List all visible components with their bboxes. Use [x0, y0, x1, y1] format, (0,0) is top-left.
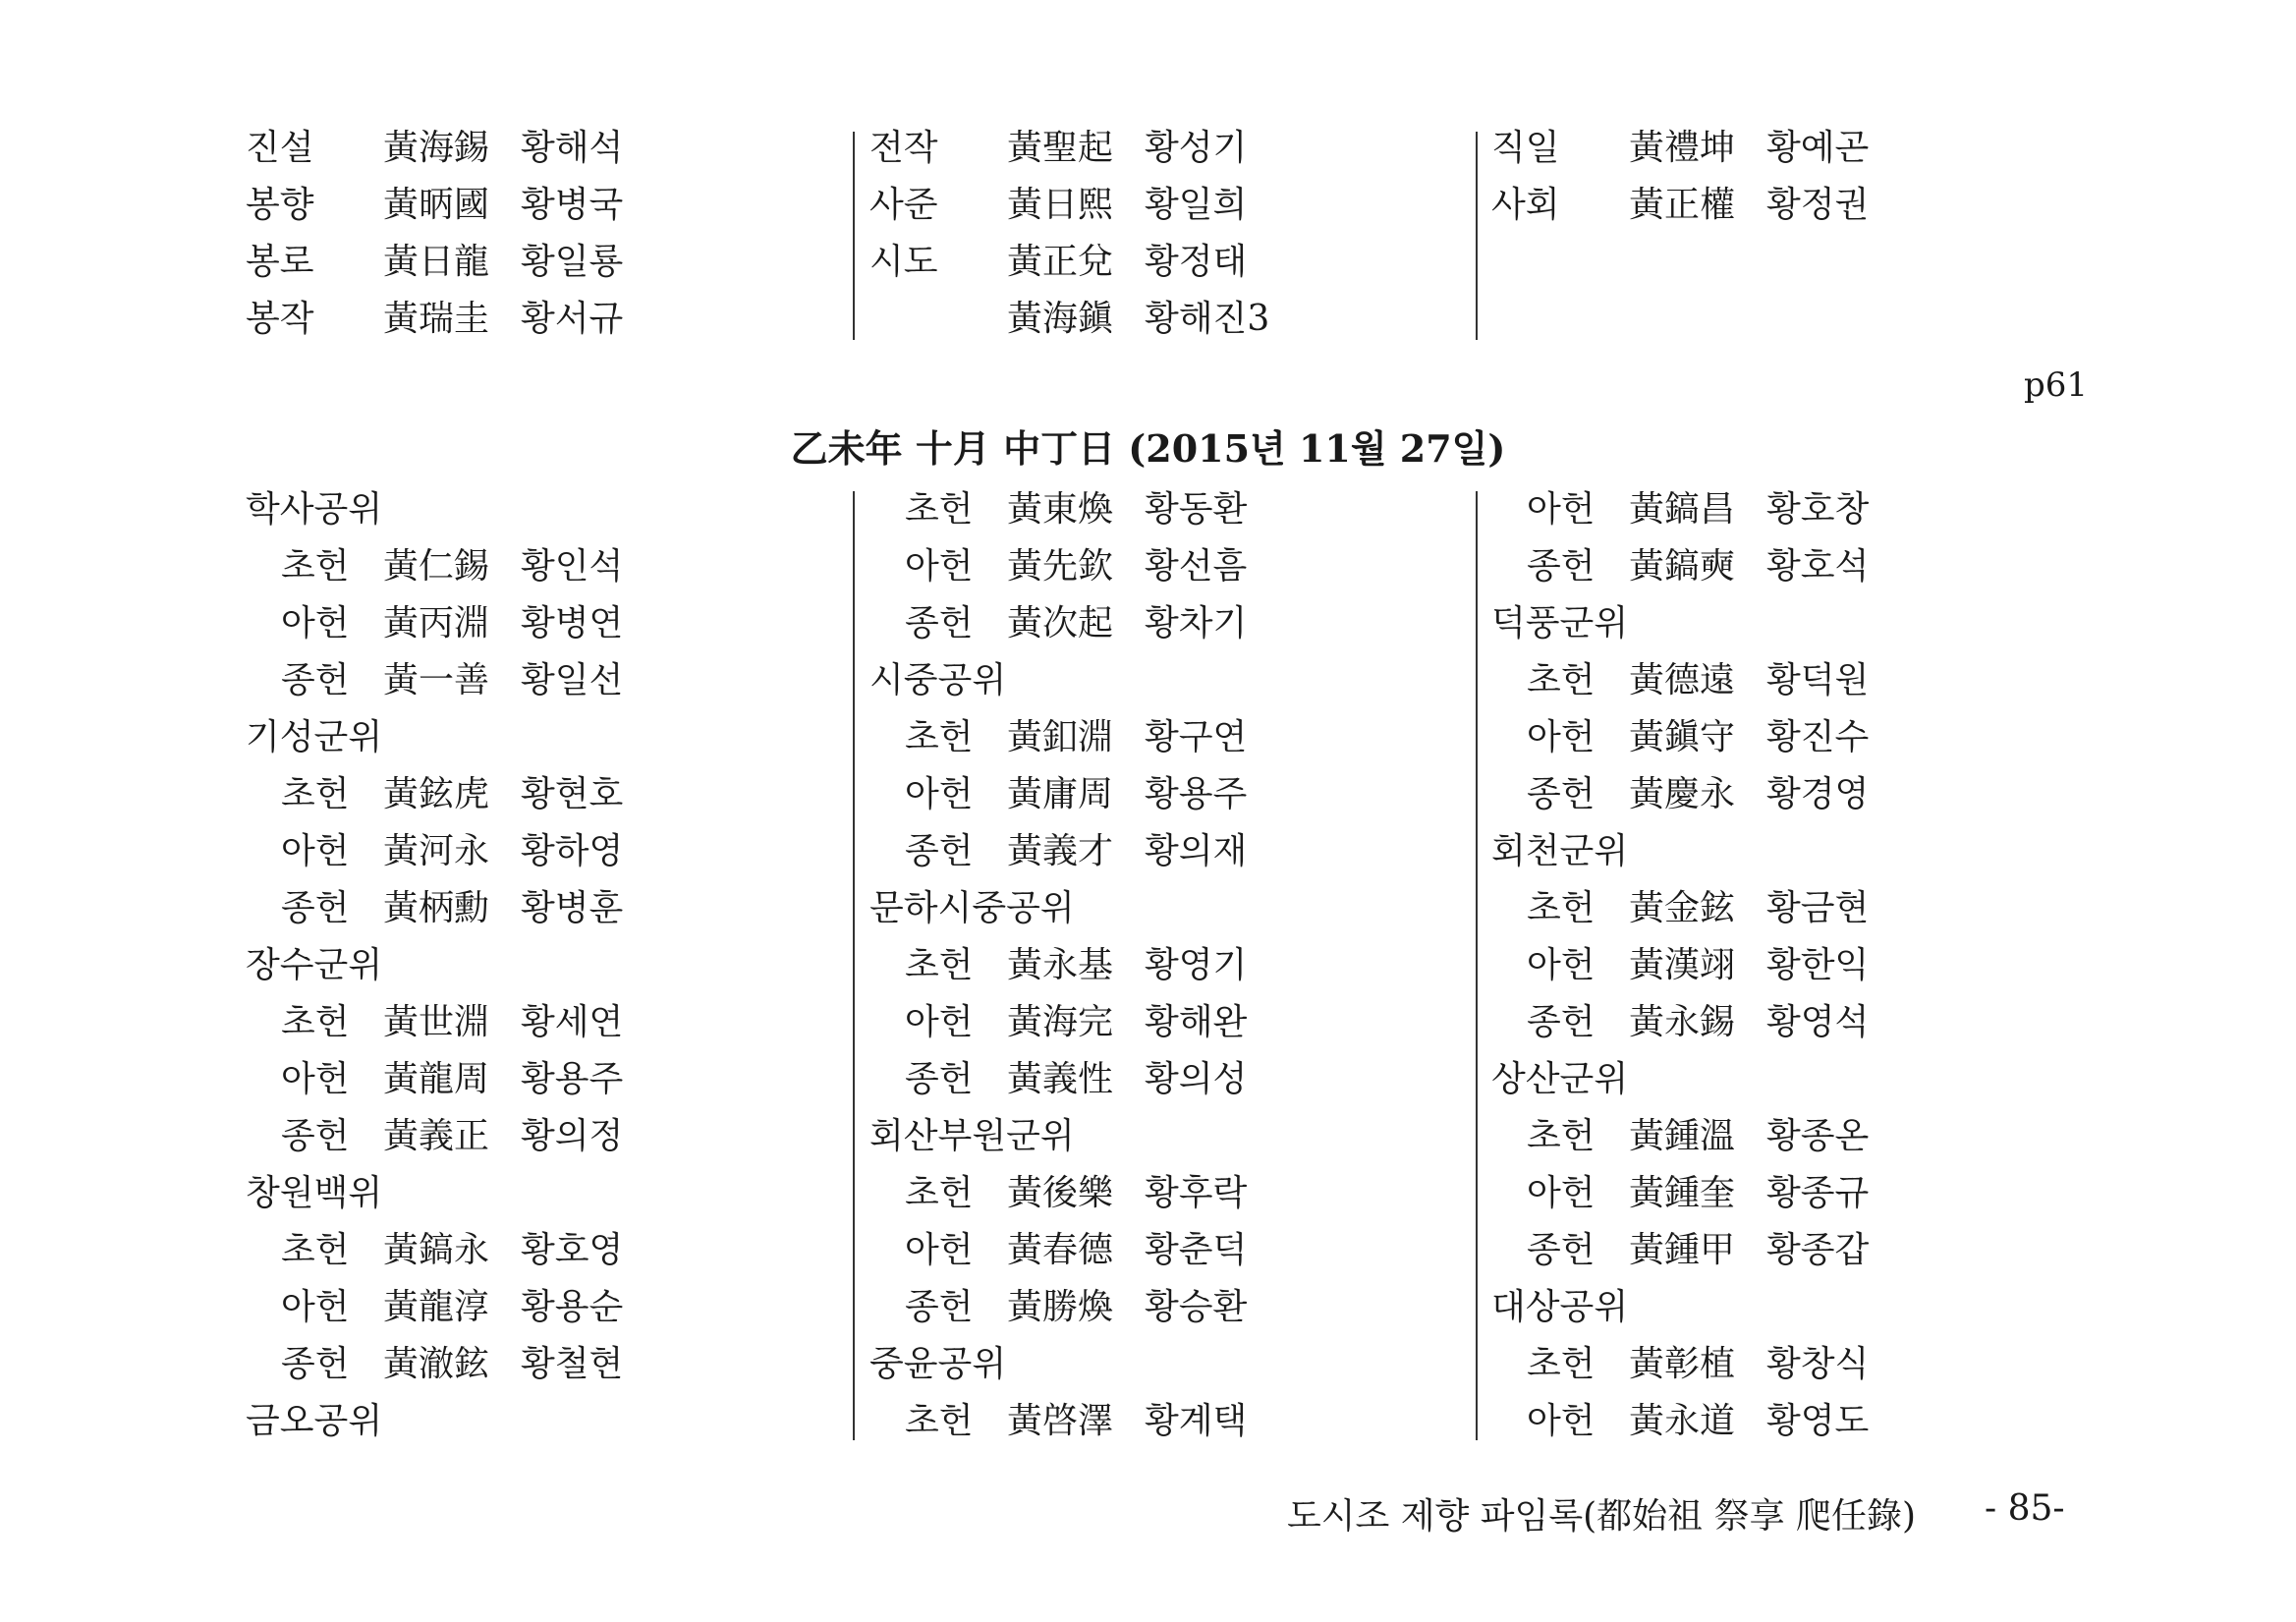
footer-page-number: - 85- — [1985, 1488, 2065, 1529]
role-label: 초헌 — [1527, 660, 1596, 700]
name-hangul: 황정권 — [1766, 185, 1870, 225]
name-hangul: 황경영 — [1766, 774, 1870, 814]
role-label: 종헌 — [1527, 1230, 1596, 1270]
name-hangul: 황의성 — [1145, 1059, 1248, 1099]
role-label: 초헌 — [905, 1401, 974, 1441]
role-label: 진설 — [246, 128, 314, 168]
name-hangul: 황해진3 — [1145, 299, 1270, 339]
name-hangul: 황종갑 — [1766, 1230, 1870, 1270]
name-hangul: 황의재 — [1145, 831, 1248, 871]
role-label: 시도 — [869, 242, 938, 282]
name-hangul: 황세연 — [521, 1002, 624, 1042]
role-label: 종헌 — [1527, 774, 1596, 814]
role-label: 종헌 — [281, 888, 350, 928]
name-hanja: 黃永道 — [1629, 1401, 1736, 1441]
role-label: 초헌 — [281, 774, 350, 814]
group-title: 학사공위 — [246, 489, 383, 530]
name-hanja: 黃鎬昌 — [1629, 489, 1736, 530]
main-divider-2 — [1476, 491, 1478, 1440]
role-label: 아헌 — [905, 1002, 974, 1042]
name-hangul: 황일희 — [1145, 185, 1248, 225]
name-hanja: 黃世淵 — [383, 1002, 490, 1042]
name-hangul: 황병연 — [521, 603, 624, 643]
group-title: 문하시중공위 — [869, 888, 1075, 928]
group-title: 시중공위 — [869, 660, 1007, 700]
name-hangul: 황금현 — [1766, 888, 1870, 928]
role-label: 초헌 — [281, 546, 350, 587]
role-label: 종헌 — [281, 660, 350, 700]
name-hangul: 황용주 — [1145, 774, 1248, 814]
group-title: 기성군위 — [246, 717, 383, 757]
name-hangul: 황영기 — [1145, 945, 1248, 985]
top-divider-2 — [1476, 132, 1478, 340]
name-hanja: 黃永錫 — [1629, 1002, 1736, 1042]
name-hanja: 黃正兌 — [1007, 242, 1114, 282]
name-hanja: 黃日熙 — [1007, 185, 1114, 225]
name-hangul: 황해완 — [1145, 1002, 1248, 1042]
name-hanja: 黃鍾甲 — [1629, 1230, 1736, 1270]
name-hangul: 황계택 — [1145, 1401, 1248, 1441]
name-hangul: 황호석 — [1766, 546, 1870, 587]
role-label: 아헌 — [905, 1230, 974, 1270]
group-title: 창원백위 — [246, 1173, 383, 1213]
role-label: 초헌 — [1527, 1116, 1596, 1156]
name-hanja: 黃海鎭 — [1007, 299, 1114, 339]
name-hanja: 黃勝煥 — [1007, 1287, 1114, 1327]
name-hangul: 황후락 — [1145, 1173, 1248, 1213]
name-hangul: 황종온 — [1766, 1116, 1870, 1156]
name-hangul: 황예곤 — [1766, 128, 1870, 168]
page-reference: p61 — [2024, 365, 2089, 405]
role-label: 종헌 — [281, 1116, 350, 1156]
name-hangul: 황병훈 — [521, 888, 624, 928]
group-title: 장수군위 — [246, 945, 383, 985]
group-title: 상산군위 — [1491, 1059, 1629, 1099]
name-hangul: 황용순 — [521, 1287, 624, 1327]
name-hanja: 黃仁錫 — [383, 546, 490, 587]
name-hanja: 黃一善 — [383, 660, 490, 700]
name-hanja: 黃海完 — [1007, 1002, 1114, 1042]
name-hanja: 黃次起 — [1007, 603, 1114, 643]
role-label: 종헌 — [905, 831, 974, 871]
role-label: 아헌 — [1527, 945, 1596, 985]
role-label: 초헌 — [905, 717, 974, 757]
section-heading: 乙未年 十月 中丁日 (2015년 11월 27일) — [790, 426, 1506, 471]
role-label: 직일 — [1491, 128, 1560, 168]
role-label: 봉향 — [246, 185, 314, 225]
role-label: 종헌 — [905, 1287, 974, 1327]
name-hanja: 黃漢翊 — [1629, 945, 1736, 985]
name-hangul: 황종규 — [1766, 1173, 1870, 1213]
role-label: 아헌 — [1527, 489, 1596, 530]
role-label: 종헌 — [1527, 1002, 1596, 1042]
name-hanja: 黃澈鉉 — [383, 1344, 490, 1384]
role-label: 초헌 — [281, 1002, 350, 1042]
name-hanja: 黃庸周 — [1007, 774, 1114, 814]
role-label: 봉로 — [246, 242, 314, 282]
main-divider-1 — [853, 491, 855, 1440]
role-label: 아헌 — [281, 1287, 350, 1327]
name-hanja: 黃金鉉 — [1629, 888, 1736, 928]
role-label: 종헌 — [905, 603, 974, 643]
role-label: 종헌 — [1527, 546, 1596, 587]
name-hangul: 황호영 — [521, 1230, 624, 1270]
role-label: 아헌 — [1527, 1401, 1596, 1441]
name-hanja: 黃義正 — [383, 1116, 490, 1156]
role-label: 봉작 — [246, 299, 314, 339]
name-hangul: 황동환 — [1145, 489, 1248, 530]
name-hanja: 黃彰植 — [1629, 1344, 1736, 1384]
name-hanja: 黃春德 — [1007, 1230, 1114, 1270]
group-title: 회산부원군위 — [869, 1116, 1075, 1156]
name-hangul: 황영도 — [1766, 1401, 1870, 1441]
role-label: 아헌 — [281, 603, 350, 643]
group-title: 중윤공위 — [869, 1344, 1007, 1384]
name-hanja: 黃河永 — [383, 831, 490, 871]
name-hanja: 黃丙淵 — [383, 603, 490, 643]
role-label: 사회 — [1491, 185, 1560, 225]
role-label: 초헌 — [905, 489, 974, 530]
name-hanja: 黃鍾溫 — [1629, 1116, 1736, 1156]
role-label: 아헌 — [1527, 1173, 1596, 1213]
name-hanja: 黃昞國 — [383, 185, 490, 225]
name-hanja: 黃柄勳 — [383, 888, 490, 928]
name-hangul: 황성기 — [1145, 128, 1248, 168]
name-hangul: 황영석 — [1766, 1002, 1870, 1042]
role-label: 아헌 — [281, 831, 350, 871]
name-hanja: 黃後樂 — [1007, 1173, 1114, 1213]
role-label: 초헌 — [281, 1230, 350, 1270]
name-hangul: 황현호 — [521, 774, 624, 814]
name-hanja: 黃永基 — [1007, 945, 1114, 985]
name-hangul: 황의정 — [521, 1116, 624, 1156]
name-hangul: 황호창 — [1766, 489, 1870, 530]
name-hangul: 황창식 — [1766, 1344, 1870, 1384]
group-title: 회천군위 — [1491, 831, 1629, 871]
role-label: 초헌 — [1527, 888, 1596, 928]
name-hanja: 黃鍾奎 — [1629, 1173, 1736, 1213]
name-hangul: 황구연 — [1145, 717, 1248, 757]
name-hangul: 황해석 — [521, 128, 624, 168]
name-hanja: 黃啓澤 — [1007, 1401, 1114, 1441]
name-hanja: 黃鎬奭 — [1629, 546, 1736, 587]
name-hanja: 黃鉉虎 — [383, 774, 490, 814]
role-label: 초헌 — [1527, 1344, 1596, 1384]
name-hanja: 黃東煥 — [1007, 489, 1114, 530]
name-hangul: 황하영 — [521, 831, 624, 871]
name-hanja: 黃德遠 — [1629, 660, 1736, 700]
role-label: 아헌 — [905, 774, 974, 814]
role-label: 종헌 — [905, 1059, 974, 1099]
role-label: 아헌 — [905, 546, 974, 587]
name-hanja: 黃日龍 — [383, 242, 490, 282]
name-hanja: 黃先欽 — [1007, 546, 1114, 587]
name-hanja: 黃瑞圭 — [383, 299, 490, 339]
name-hangul: 황덕원 — [1766, 660, 1870, 700]
role-label: 사준 — [869, 185, 938, 225]
name-hanja: 黃鎭守 — [1629, 717, 1736, 757]
name-hanja: 黃義性 — [1007, 1059, 1114, 1099]
name-hanja: 黃慶永 — [1629, 774, 1736, 814]
role-label: 아헌 — [281, 1059, 350, 1099]
footer-title: 도시조 제향 파임록(都始祖 祭享 爬任錄) — [1287, 1496, 1917, 1537]
role-label: 아헌 — [1527, 717, 1596, 757]
name-hangul: 황서규 — [521, 299, 624, 339]
name-hanja: 黃鎬永 — [383, 1230, 490, 1270]
name-hangul: 황선흠 — [1145, 546, 1248, 587]
role-label: 전작 — [869, 128, 938, 168]
name-hanja: 黃海錫 — [383, 128, 490, 168]
name-hangul: 황철현 — [521, 1344, 624, 1384]
name-hangul: 황일선 — [521, 660, 624, 700]
name-hangul: 황정태 — [1145, 242, 1248, 282]
name-hangul: 황춘덕 — [1145, 1230, 1248, 1270]
name-hanja: 黃釦淵 — [1007, 717, 1114, 757]
group-title: 덕풍군위 — [1491, 603, 1629, 643]
name-hanja: 黃龍周 — [383, 1059, 490, 1099]
name-hanja: 黃聖起 — [1007, 128, 1114, 168]
role-label: 초헌 — [905, 1173, 974, 1213]
name-hanja: 黃義才 — [1007, 831, 1114, 871]
name-hanja: 黃禮坤 — [1629, 128, 1736, 168]
name-hangul: 황병국 — [521, 185, 624, 225]
name-hangul: 황한익 — [1766, 945, 1870, 985]
name-hangul: 황진수 — [1766, 717, 1870, 757]
group-title: 대상공위 — [1491, 1287, 1629, 1327]
name-hangul: 황차기 — [1145, 603, 1248, 643]
name-hanja: 黃正權 — [1629, 185, 1736, 225]
role-label: 종헌 — [281, 1344, 350, 1384]
name-hangul: 황용주 — [521, 1059, 624, 1099]
group-title: 금오공위 — [246, 1401, 383, 1441]
name-hangul: 황일룡 — [521, 242, 624, 282]
name-hanja: 黃龍淳 — [383, 1287, 490, 1327]
name-hangul: 황인석 — [521, 546, 624, 587]
role-label: 초헌 — [905, 945, 974, 985]
top-divider-1 — [853, 132, 855, 340]
name-hangul: 황승환 — [1145, 1287, 1248, 1327]
